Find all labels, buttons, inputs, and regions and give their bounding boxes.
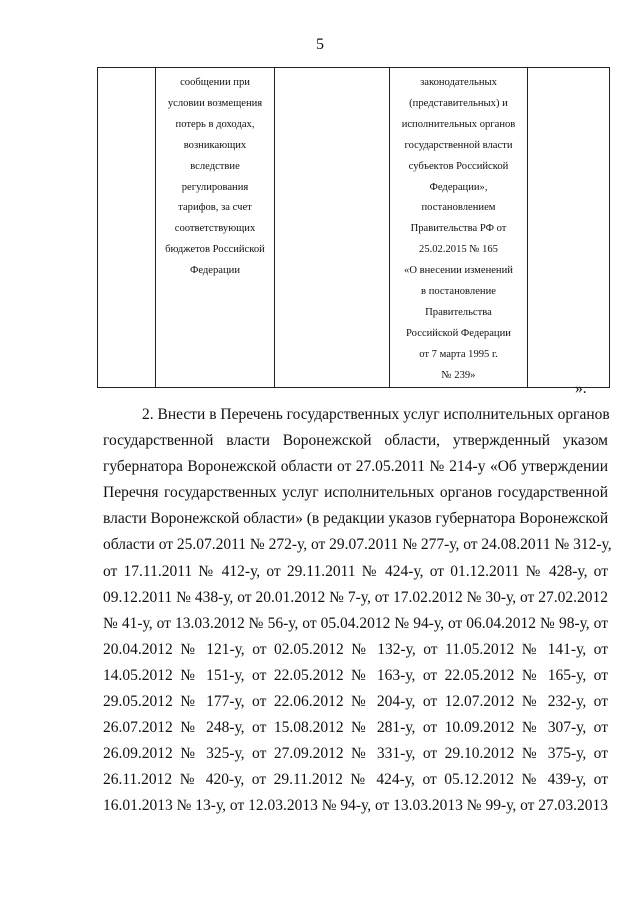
table-cell-service-condition — [156, 68, 275, 388]
cell-text-line: законодательных — [420, 77, 497, 88]
paragraph-line: от 17.11.2011 № 412-у, от 29.11.2011 № 424-у, от 01.12.2011 № 428-у, от — [103, 562, 608, 580]
cell-text-line: условии возмещения — [167, 97, 263, 109]
cell-text-line: соответствующих — [174, 223, 256, 235]
cell-text-line: в постановление — [421, 286, 496, 298]
table-cell-col5 — [528, 68, 610, 388]
table-cell-col1 — [98, 68, 156, 388]
cell-text-line: бюджетов Российской — [165, 244, 265, 256]
cell-text-line: Правительства РФ от — [410, 223, 507, 235]
paragraph-line: 20.04.2012 № 121-у, от 02.05.2012 № 132-у, от 11.05.2012 № 141-у, от — [103, 640, 608, 658]
cell-text-line: постановлением — [421, 202, 496, 214]
paragraph-line: власти Воронежской области» (в редакции указов губернатора Воронежской — [103, 510, 609, 528]
cell-text-line: субъектов Российской — [408, 160, 509, 172]
table-row — [98, 68, 610, 388]
cell-text-line: государственной власти — [404, 139, 513, 151]
cell-text-line: (представительных) и — [409, 97, 508, 109]
paragraph-line: 29.05.2012 № 177-у, от 22.06.2012 № 204-у, от 12.07.2012 № 232-у, от — [103, 693, 608, 711]
legal-basis-text — [390, 68, 527, 387]
paragraph-line: 26.11.2012 № 420-у, от 29.11.2012 № 424-у, от 05.12.2012 № 439-у, от — [103, 771, 608, 789]
cell-text-line: вследствие — [190, 160, 240, 172]
page-number: 5 — [316, 36, 324, 53]
cell-text-line: Федерации — [189, 265, 241, 277]
paragraph-line: 14.05.2012 № 151-у, от 22.05.2012 № 163-у, от 22.05.2012 № 165-у, от — [103, 666, 608, 684]
amendment-paragraph — [103, 402, 612, 820]
services-table-continuation — [97, 67, 610, 388]
service-condition-text — [156, 68, 274, 282]
cell-text-line: тарифов, за счет — [178, 202, 252, 214]
closing-quote-mark: ». — [575, 380, 587, 397]
cell-text-line: «О внесении изменений — [404, 265, 513, 277]
cell-text-line: 25.02.2015 № 165 — [419, 244, 498, 256]
paragraph-line: 16.01.2013 № 13-у, от 12.03.2013 № 94-у, от 13.03.2013 № 99-у, от 27.03.2013 — [103, 797, 609, 815]
paragraph-line: области от 25.07.2011 № 272-у, от 29.07.2011 № 277-у, от 24.08.2011 № 312-у, — [103, 536, 612, 554]
paragraph-line: 26.07.2012 № 248-у, от 15.08.2012 № 281-у, от 10.09.2012 № 307-у, от — [103, 719, 608, 737]
paragraph-line: губернатора Воронежской области от 27.05.2011 № 214-у «Об утверждении — [103, 458, 608, 476]
table-cell-col3 — [275, 68, 390, 388]
paragraph-line: № 41-у, от 13.03.2012 № 56-у, от 05.04.2012 № 94-у, от 06.04.2012 № 98-у, от — [103, 614, 608, 632]
table-cell-legal-basis — [390, 68, 528, 388]
cell-text-line: Правительства — [425, 306, 492, 318]
cell-text-line: сообщении при — [180, 77, 250, 88]
cell-text-line: возникающих — [183, 139, 247, 151]
paragraph-line: 09.12.2011 № 438-у, от 20.01.2012 № 7-у, от 17.02.2012 № 30-у, от 27.02.2012 — [103, 588, 608, 606]
cell-text-line: потерь в доходах, — [175, 118, 255, 130]
paragraph-line: государственной власти Воронежской области, утвержденный указом — [103, 432, 608, 450]
cell-text-line: № 239» — [441, 369, 476, 381]
paragraph-line: 2. Внести в Перечень государственных услуг исполнительных органов — [142, 406, 610, 423]
cell-text-line: Федерации», — [429, 181, 488, 193]
paragraph-line: 26.09.2012 № 325-у, от 27.09.2012 № 331-у, от 29.10.2012 № 375-у, от — [103, 745, 608, 763]
cell-text-line: от 7 марта 1995 г. — [419, 348, 498, 360]
cell-text-line: Российской Федерации — [406, 327, 511, 339]
cell-text-line: исполнительных органов — [401, 118, 516, 130]
paragraph-line: Перечня государственных услуг исполнительных органов государственной — [103, 484, 608, 502]
cell-text-line: регулирования — [181, 181, 249, 193]
